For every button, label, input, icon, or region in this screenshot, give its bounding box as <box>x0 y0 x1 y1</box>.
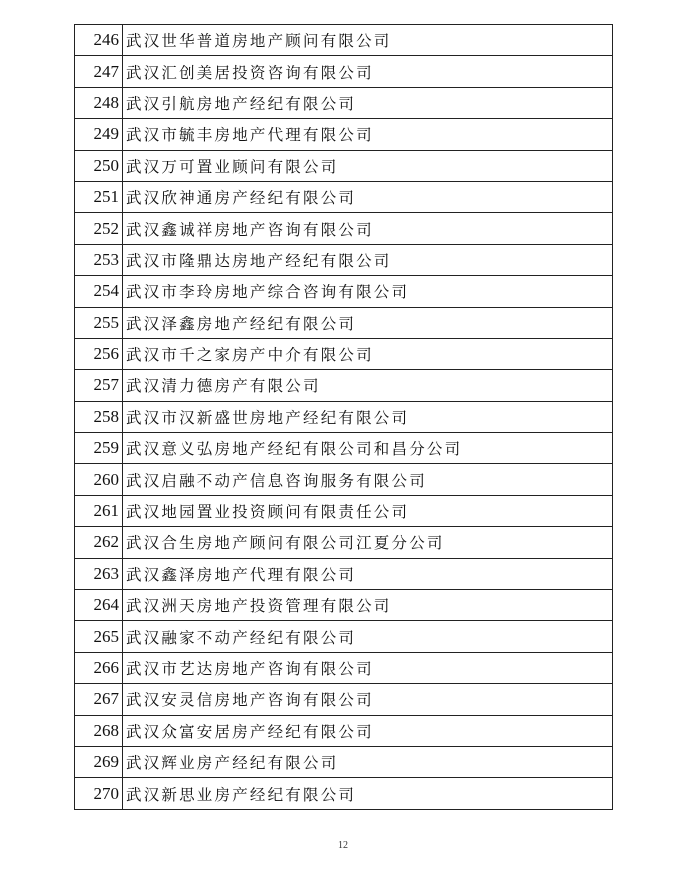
table-row <box>75 684 613 715</box>
row-number-cell: 263 <box>75 558 123 589</box>
company-name-cell: 武汉清力德房产有限公司 <box>123 370 613 401</box>
company-name-cell: 武汉引航房地产经纪有限公司 <box>123 87 613 118</box>
row-number-cell: 255 <box>75 307 123 338</box>
row-number-cell: 251 <box>75 181 123 212</box>
row-number-cell: 256 <box>75 338 123 369</box>
row-number-cell: 267 <box>75 684 123 715</box>
row-number-cell: 246 <box>75 25 123 56</box>
row-number-cell: 257 <box>75 370 123 401</box>
company-name-cell: 武汉市千之家房产中介有限公司 <box>123 338 613 369</box>
company-name-cell: 武汉众富安居房产经纪有限公司 <box>123 715 613 746</box>
row-number-cell: 270 <box>75 778 123 809</box>
table-body <box>75 25 613 810</box>
company-name-cell: 武汉启融不动产信息咨询服务有限公司 <box>123 464 613 495</box>
row-number-cell: 254 <box>75 276 123 307</box>
company-name-cell: 武汉安灵信房地产咨询有限公司 <box>123 684 613 715</box>
row-number-cell: 259 <box>75 433 123 464</box>
company-name-cell: 武汉万可置业顾问有限公司 <box>123 150 613 181</box>
company-name-cell: 武汉鑫泽房地产代理有限公司 <box>123 558 613 589</box>
table-row <box>75 495 613 526</box>
row-number-cell: 268 <box>75 715 123 746</box>
table-row <box>75 213 613 244</box>
table-row <box>75 652 613 683</box>
row-number-cell: 266 <box>75 652 123 683</box>
company-name-cell: 武汉融家不动产经纪有限公司 <box>123 621 613 652</box>
row-number-cell: 248 <box>75 87 123 118</box>
company-name-cell: 武汉市汉新盛世房地产经纪有限公司 <box>123 401 613 432</box>
table-row <box>75 715 613 746</box>
table-row <box>75 338 613 369</box>
row-number-cell: 261 <box>75 495 123 526</box>
table-row <box>75 590 613 621</box>
row-number-cell: 264 <box>75 590 123 621</box>
row-number-cell: 247 <box>75 56 123 87</box>
row-number-cell: 260 <box>75 464 123 495</box>
company-name-cell: 武汉市隆鼎达房地产经纪有限公司 <box>123 244 613 275</box>
table-row <box>75 746 613 777</box>
company-name-cell: 武汉洲天房地产投资管理有限公司 <box>123 590 613 621</box>
table-row <box>75 150 613 181</box>
company-name-cell: 武汉市李玲房地产综合咨询有限公司 <box>123 276 613 307</box>
row-number-cell: 252 <box>75 213 123 244</box>
company-list-table <box>74 24 613 810</box>
table-row <box>75 87 613 118</box>
row-number-cell: 269 <box>75 746 123 777</box>
row-number-cell: 253 <box>75 244 123 275</box>
row-number-cell: 262 <box>75 527 123 558</box>
row-number-cell: 249 <box>75 119 123 150</box>
company-name-cell: 武汉汇创美居投资咨询有限公司 <box>123 56 613 87</box>
company-name-cell: 武汉鑫诚祥房地产咨询有限公司 <box>123 213 613 244</box>
company-name-cell: 武汉新思业房产经纪有限公司 <box>123 778 613 809</box>
page-number: 12 <box>338 840 348 851</box>
table-row <box>75 181 613 212</box>
table-row <box>75 119 613 150</box>
table-row <box>75 276 613 307</box>
company-name-cell: 武汉地园置业投资顾问有限责任公司 <box>123 495 613 526</box>
row-number-cell: 258 <box>75 401 123 432</box>
table-row <box>75 370 613 401</box>
table-row <box>75 433 613 464</box>
table-row <box>75 464 613 495</box>
table-row <box>75 401 613 432</box>
table-row <box>75 307 613 338</box>
company-name-cell: 武汉泽鑫房地产经纪有限公司 <box>123 307 613 338</box>
table-row <box>75 244 613 275</box>
table-row <box>75 25 613 56</box>
company-name-cell: 武汉欣神通房产经纪有限公司 <box>123 181 613 212</box>
row-number-cell: 250 <box>75 150 123 181</box>
company-name-cell: 武汉市毓丰房地产代理有限公司 <box>123 119 613 150</box>
company-name-cell: 武汉世华普道房地产顾问有限公司 <box>123 25 613 56</box>
table-row <box>75 558 613 589</box>
table-row <box>75 527 613 558</box>
company-name-cell: 武汉意义弘房地产经纪有限公司和昌分公司 <box>123 433 613 464</box>
company-name-cell: 武汉合生房地产顾问有限公司江夏分公司 <box>123 527 613 558</box>
table-row <box>75 56 613 87</box>
table-row <box>75 778 613 809</box>
company-name-cell: 武汉市艺达房地产咨询有限公司 <box>123 652 613 683</box>
table-row <box>75 621 613 652</box>
row-number-cell: 265 <box>75 621 123 652</box>
company-name-cell: 武汉辉业房产经纪有限公司 <box>123 746 613 777</box>
